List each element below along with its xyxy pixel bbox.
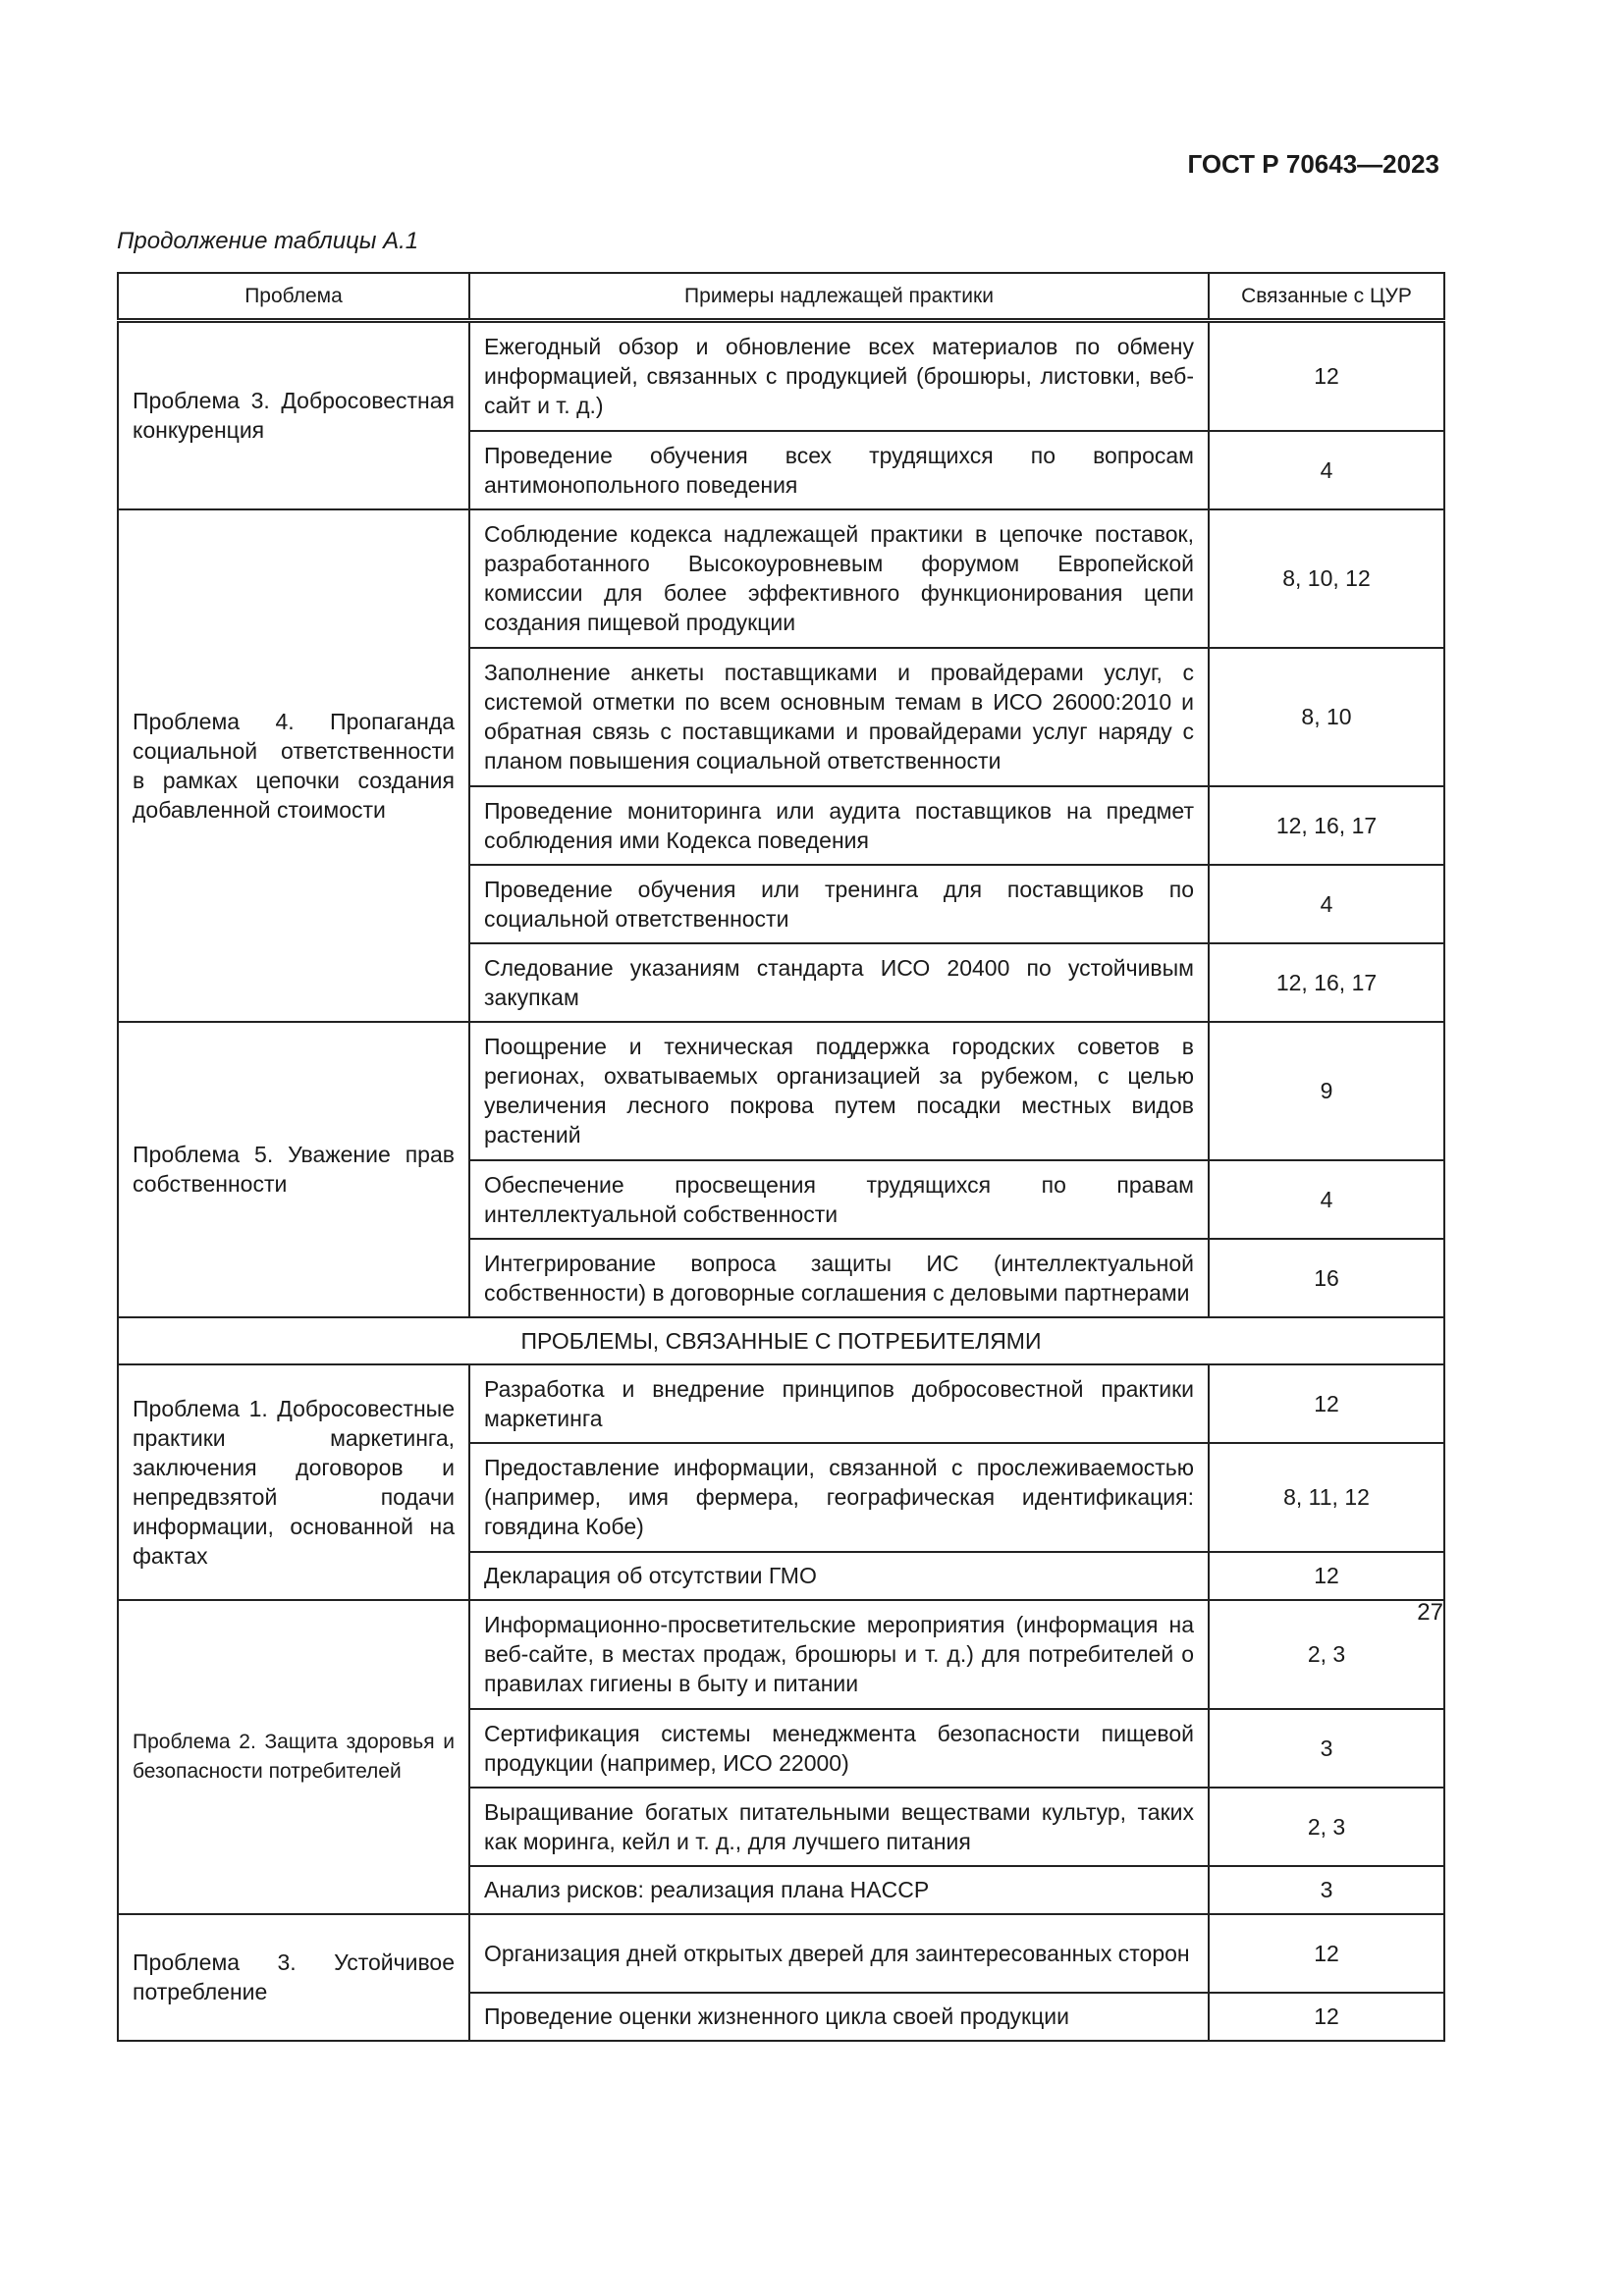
practice-cell: Проведение оценки жизненного цикла своей продукции (469, 1993, 1209, 2041)
sdg-cell: 2, 3 (1209, 1600, 1444, 1709)
sdg-cell: 3 (1209, 1866, 1444, 1914)
practice-cell: Заполнение анкеты поставщиками и провайдерами услуг, с системой отметки по всем основным темам в ИСО 26000:2010 и обратная связь с поставщиками и провайдерами услуг наряду с планом повышения социальной ответственности (469, 648, 1209, 786)
sdg-cell: 4 (1209, 431, 1444, 509)
sdg-cell: 8, 11, 12 (1209, 1443, 1444, 1552)
sdg-cell: 2, 3 (1209, 1788, 1444, 1866)
document-code: ГОСТ Р 70643—2023 (1187, 149, 1439, 179)
practice-cell: Интегрирование вопроса защиты ИС (интеллектуальной собственности) в договорные соглашения с деловыми партнерами (469, 1239, 1209, 1317)
practice-cell: Следование указаниям стандарта ИСО 20400 по устойчивым закупкам (469, 943, 1209, 1022)
practice-cell: Соблюдение кодекса надлежащей практики в цепочке поставок, разработанного Высокоуровневым форумом Европейской комиссии для более эффективного функционирования цепи создания пищевой продукции (469, 509, 1209, 648)
practice-cell: Поощрение и техническая поддержка городских советов в регионах, охватываемых организацией за рубежом, с целью увеличения лесного покрова путем посадки местных видов растений (469, 1022, 1209, 1160)
sdg-cell: 12 (1209, 1552, 1444, 1600)
practice-cell: Проведение обучения или тренинга для поставщиков по социальной ответственности (469, 865, 1209, 943)
practice-cell: Сертификация системы менеджмента безопасности пищевой продукции (например, ИСО 22000) (469, 1709, 1209, 1788)
practice-cell: Информационно-просветительские мероприятия (информация на веб-сайте, в местах продаж, брошюры и т. д.) для потребителей о правилах гигиены в быту и питании (469, 1600, 1209, 1709)
table-caption: Продолжение таблицы А.1 (117, 228, 419, 254)
table-row (118, 1914, 1444, 1993)
sdg-cell: 12 (1209, 1993, 1444, 2041)
problem-cell: Проблема 2. Защита здоровья и безопасности потребителей (118, 1600, 469, 1914)
practice-cell: Предоставление информации, связанной с прослеживаемостью (например, имя фермера, географическая идентификация: говядина Кобе) (469, 1443, 1209, 1552)
practice-cell: Проведение обучения всех трудящихся по вопросам антимонопольного поведения (469, 431, 1209, 509)
sdg-cell: 12, 16, 17 (1209, 943, 1444, 1022)
sdg-cell: 8, 10, 12 (1209, 509, 1444, 648)
practice-table (117, 272, 1445, 2042)
section-title: ПРОБЛЕМЫ, СВЯЗАННЫЕ С ПОТРЕБИТЕЛЯМИ (118, 1317, 1444, 1364)
practice-cell: Обеспечение просвещения трудящихся по правам интеллектуальной собственности (469, 1160, 1209, 1239)
sdg-cell: 9 (1209, 1022, 1444, 1160)
problem-cell: Проблема 3. Устойчивое потребление (118, 1914, 469, 2041)
header-practice: Примеры надлежащей практики (469, 273, 1209, 321)
practice-cell: Декларация об отсутствии ГМО (469, 1552, 1209, 1600)
sdg-cell: 12 (1209, 321, 1444, 431)
sdg-cell: 4 (1209, 865, 1444, 943)
sdg-cell: 12, 16, 17 (1209, 786, 1444, 865)
table-header-row (118, 273, 1444, 321)
practice-cell: Выращивание богатых питательными веществами культур, таких как моринга, кейл и т. д., для лучшего питания (469, 1788, 1209, 1866)
page-number: 27 (1417, 1599, 1443, 1626)
table-row (118, 1022, 1444, 1160)
practice-cell: Организация дней открытых дверей для заинтересованных сторон (469, 1914, 1209, 1993)
sdg-cell: 8, 10 (1209, 648, 1444, 786)
sdg-cell: 12 (1209, 1364, 1444, 1443)
sdg-cell: 16 (1209, 1239, 1444, 1317)
problem-cell: Проблема 5. Уважение прав собственности (118, 1022, 469, 1317)
sdg-cell: 4 (1209, 1160, 1444, 1239)
table-row (118, 509, 1444, 648)
sdg-cell: 3 (1209, 1709, 1444, 1788)
problem-cell: Проблема 4. Пропаганда социальной ответственности в рамках цепочки создания добавленной стоимости (118, 509, 469, 1022)
practice-cell: Проведение мониторинга или аудита поставщиков на предмет соблюдения ими Кодекса поведения (469, 786, 1209, 865)
problem-cell: Проблема 3. Добросовестная конкуренция (118, 321, 469, 509)
header-problem: Проблема (118, 273, 469, 321)
sdg-cell: 12 (1209, 1914, 1444, 1993)
practice-cell: Ежегодный обзор и обновление всех материалов по обмену информацией, связанных с продукцией (брошюры, листовки, веб-сайт и т. д.) (469, 321, 1209, 431)
practice-cell: Разработка и внедрение принципов добросовестной практики маркетинга (469, 1364, 1209, 1443)
header-sdg: Связанные с ЦУР (1209, 273, 1444, 321)
table-row (118, 321, 1444, 431)
problem-cell: Проблема 1. Добросовестные практики маркетинга, заключения договоров и непредвзятой подачи информации, основанной на фактах (118, 1364, 469, 1600)
practice-cell: Анализ рисков: реализация плана HACCP (469, 1866, 1209, 1914)
section-row (118, 1317, 1444, 1364)
table-row (118, 1364, 1444, 1443)
table-row (118, 1600, 1444, 1709)
